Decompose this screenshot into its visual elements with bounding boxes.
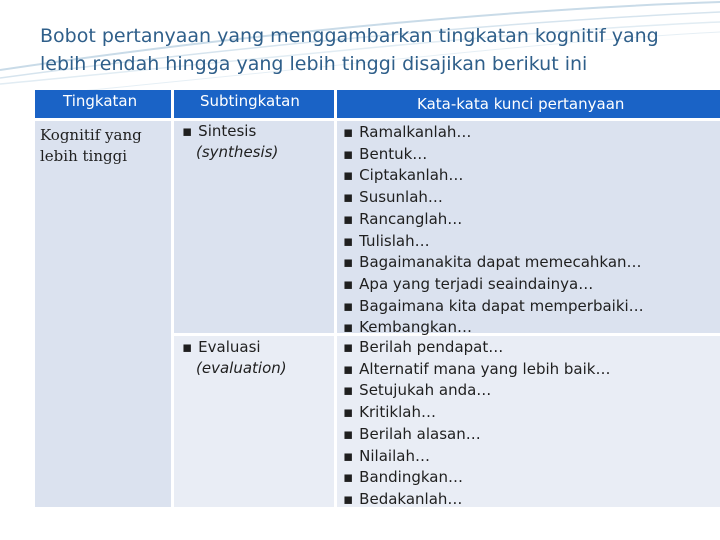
keyword-item: ▪ Nilailah…	[343, 446, 720, 468]
keyword-item: ▪ Ramalkanlah…	[343, 122, 720, 144]
sublevel-synthesis	[174, 121, 334, 163]
keyword-item: ▪ Susunlah…	[343, 187, 720, 209]
header-level: Tingkatan	[35, 90, 171, 118]
keyword-item: ▪ Kritiklah…	[343, 402, 720, 424]
sublevel-cell-synthesis	[174, 121, 334, 333]
level-label: Kognitif yang lebih tinggi	[40, 126, 142, 165]
keyword-item: ▪ Bandingkan…	[343, 467, 720, 489]
keyword-list-synthesis	[337, 122, 720, 339]
keyword-item: ▪ Berilah pendapat…	[343, 337, 720, 359]
sublevel-name: ▪ Sintesis	[182, 122, 256, 140]
keywords-cell-synthesis	[337, 121, 720, 337]
keyword-item: ▪ Bagaimanakita dapat memecahkan…	[343, 252, 720, 274]
sublevel-english: (synthesis)	[196, 143, 279, 161]
keyword-item: ▪ Tulislah…	[343, 231, 720, 253]
slide-title: Bobot pertanyaan yang menggambarkan tingkatan kognitif yang lebih rendah hingga yang lebih tinggi disajikan berikut ini	[40, 25, 659, 75]
keyword-item: ▪ Ciptakanlah…	[343, 165, 720, 187]
keyword-item: ▪ Berilah alasan…	[343, 424, 720, 446]
sublevel-english: (evaluation)	[196, 359, 287, 377]
keyword-item: ▪ Kembangkan…	[343, 317, 720, 339]
keyword-item: ▪ Bagaimana kita dapat memperbaiki…	[343, 296, 720, 318]
keyword-item: ▪ Alternatif mana yang lebih baik…	[343, 359, 720, 381]
sublevel-cell-evaluation	[174, 336, 334, 507]
sublevel-name: ▪ Evaluasi	[182, 338, 261, 356]
keywords-cell-evaluation	[337, 336, 720, 507]
keyword-item: ▪ Apa yang terjadi seaindainya…	[343, 274, 720, 296]
header-sublevel: Subtingkatan	[174, 90, 334, 118]
keyword-item: ▪ Bentuk…	[343, 144, 720, 166]
level-cell	[35, 121, 171, 507]
sublevel-evaluation	[174, 337, 334, 379]
keyword-item: ▪ Rancanglah…	[343, 209, 720, 231]
header-keywords: Kata-kata kunci pertanyaan	[337, 90, 720, 118]
keyword-item: ▪ Bedakanlah…	[343, 489, 720, 511]
keyword-item: ▪ Setujukah anda…	[343, 380, 720, 402]
keyword-list-evaluation	[337, 337, 720, 511]
keyword-table	[35, 90, 720, 507]
